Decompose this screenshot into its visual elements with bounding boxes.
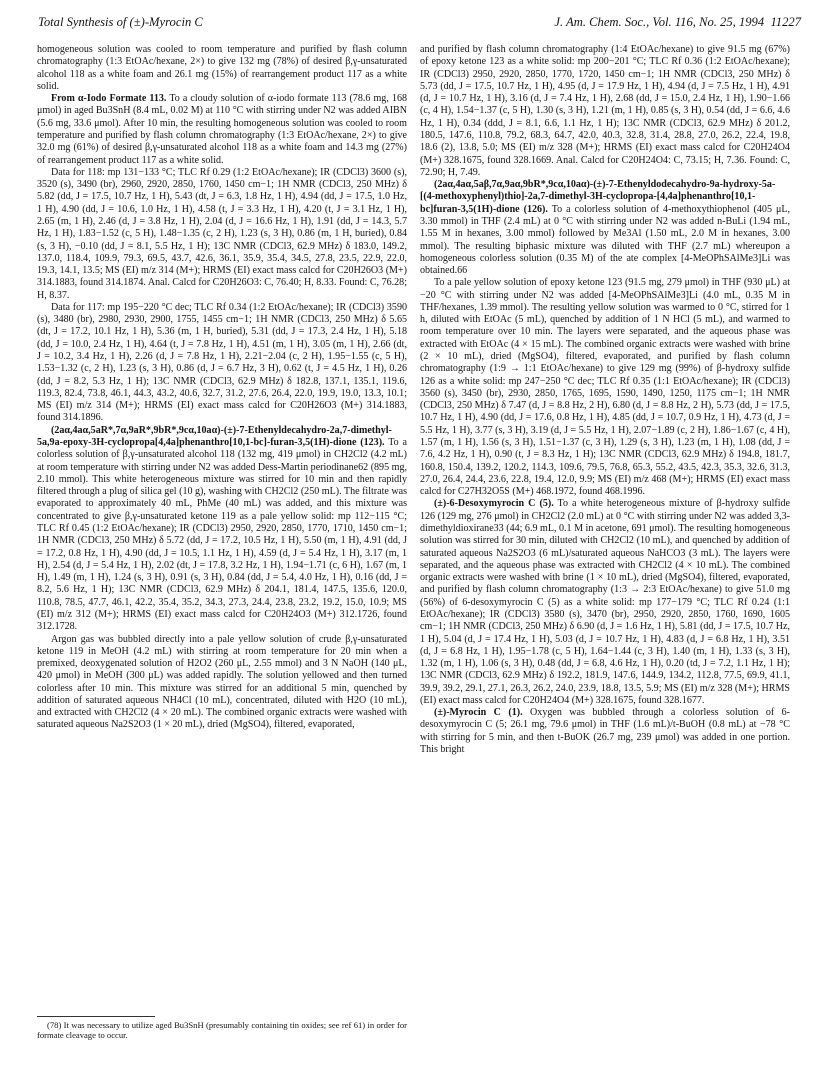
paragraph-body: To a cloudy solution of α-iodo formate 113 (78.6 mg, 168 μmol) in aged Bu3SnH (8.4 mL, 0.02 M) at 110 °C with stirring under N2 was added AIBN (5.6 mg, 33.6 μmol). After 10 min, the resulting homogeneous solution was cooled to room temperature and purified by flash column chromatography (1:3 EtOAc/hexane, 2×) to give 32.0 mg (61%) of desired β,γ-unsaturated alcohol 118 as a white foam and 14.3 mg (27%) of rearrangement product 117 as a white solid. <box>37 93 407 166</box>
paragraph-body: To a white heterogeneous mixture of β-hydroxy sulfide 126 (129 mg, 276 μmol) in CH2Cl2 (2.0 mL) at 0 °C with stirring under N2 was added 3,3-dimethyldioxirane33 (44; 6.9 mL, 0.1 M in acetone, 691 μmol). The resulting homogeneous solution was stirred for 30 min, diluted with CH2Cl2 (10 mL), and quenched by addition of saturated aqueous Na2S2O3 (6 mL)/saturated aqueous NaHCO3 (3 mL). The layers were separated, and the aqueous phase was extracted with CH2Cl2 (4 × 10 mL). The combined organic extracts were washed with brine (1 × 10 mL), dried (MgSO4), filtered, evaporated, and purified by flash column chromatography (1:3 → 2:3 EtOAc/hexane) to give 51.0 mg (56%) of 6-desoxymyrocin C (5) as a white solid: mp 177−179 °C; TLC Rf 0.24 (1:1 EtOAc/hexane); IR (CDCl3) 3580 (s), 3470 (br), 2950, 2920, 2850, 1760, 1690, 1605 cm−1; 1H NMR (CDCl3, 250 MHz) δ 6.90 (d, J = 1.6 Hz, 1 H), 5.81 (dd, J = 17.5, 10.7 Hz, 1 H), 5.04 (d, J = 17.4 Hz, 1 H), 5.03 (d, J = 10.7 Hz, 1 H), 4.83 (d, J = 6.8 Hz, 1 H), 3.51 (d, J = 6.8 Hz, 1 H), 1.95−1.78 (c, 5 H), 1.64−1.44 (c, 3 H), 1.40 (m, 1 H), 1.33 (s, 3 H), 1.32 (m, 1 H), 1.06 (s, 3 H), 0.48 (dd, J = 6.8, 4.6 Hz, 1 H), 0.20 (td, J = 7.2, 1.1 Hz, 1 H); 13C NMR (CDCl3, 62.9 MHz) δ 192.2, 181.9, 147.6, 144.9, 134.2, 112.8, 77.5, 69.9, 41.1, 39.9, 39.2, 29.1, 27.1, 26.3, 26.2, 24.0, 23.9, 18.8, 13.5, 5.9; MS (EI) m/z 328 (M+); HRMS (EI) exact mass calcd for C20H24O4 (M+) 328.1675, found 328.1677. <box>420 498 790 706</box>
paragraph: homogeneous solution was cooled to room temperature and purified by flash column chromatography (1:3 EtOAc/hexane, 2×) to give 132 mg (78%) of desired β,γ-unsaturated alcohol 118 as a white foam and 26.1 mg (15%) of rearrangement product 117 as a white solid. <box>37 44 407 92</box>
section-heading: (±)-6-Desoxymyrocin C (5). <box>434 498 554 510</box>
paragraph <box>37 425 407 634</box>
footnote-text: (78) It was necessary to utilize aged Bu3SnH (presumably containing tin oxides; see ref 61) in order for formate cleavage to occur. <box>37 1020 407 1041</box>
paragraph: To a pale yellow solution of epoxy ketone 123 (91.5 mg, 279 μmol) in THF (930 μL) at −20 °C with stirring under N2 was added [4-MeOPhSAlMe3]Li (4.0 mL, 0.35 M in THF/hexanes, 1.39 mmol). The resulting yellow solution was warmed to 0 °C, stirred for 1 h, diluted with EtOAc (5 mL), quenched by addition of 1 N HCl (5 mL), and warmed to room temperature over 10 min. The layers were separated, and the aqueous phase was extracted with EtOAc (4 × 15 mL). The combined organic extracts were washed with brine (2 × 10 mL), dried (MgSO4), filtered, evaporated, and purified by flash column chromatography (1:9 → 1:1 EtOAc/hexane) to give 129 mg (99%) of β-hydroxy sulfide 126 as a white solid: mp 247−250 °C dec; TLC Rf 0.35 (1:1 EtOAc/hexane); IR (CDCl3) 3560 (s), 3450 (br), 2930, 2850, 1765, 1695, 1590, 1490, 1250, 1175 cm−1; 1H NMR (CDCl3, 250 MHz) δ 7.47 (d, J = 8.8 Hz, 2 H), 6.80 (d, J = 8.8 Hz, 2 H), 5.73 (dd, J = 17.5, 10.7 Hz, 1 H), 4.90 (dd, J = 17.6, 0.8 Hz, 1 H), 4.85 (dd, J = 10.7, 0.9 Hz, 1 H), 4.73 (d, J = 5.5 Hz, 1 H), 3.77 (s, 3 H), 3.19 (d, J = 5.5 Hz, 1 H), 2.07−1.89 (c, 2 H), 1.86−1.67 (c, 4 H), 1.57 (m, 1 H), 1.56 (s, 3 H), 1.51−1.37 (c, 3 H), 1.29 (s, 3 H), 1.23 (m, 1 H), 1.08 (dd, J = 7.6, 4.2 Hz, 1 H), 0.90 (t, J = 8.3 Hz, 1 H); 13C NMR (CDCl3, 62.9 MHz) δ 194.8, 181.7, 160.8, 150.4, 139.2, 120.2, 114.3, 109.6, 79.5, 76.8, 65.3, 55.2, 43.5, 42.3, 35.3, 32.6, 31.3, 27.0, 26.4, 24.4, 23.6, 22.8, 19.4, 12.0, 9.9; MS (EI) m/z 468 (M+); HRMS (EI) exact mass calcd for C27H32O5S (M+) 468.1972, found 468.1996. <box>420 277 790 498</box>
paragraph <box>420 179 790 277</box>
compound-heading: (2aα,4aα,5aR*,7α,9aR*,9bR*,9cα,10aα)-(±)-7-Ethenyldecahydro-2a,7-dimethyl-5a,9a-epoxy-3H-cyclopropa[4,4a]phenanthro[10,1-bc]-furan-3,5(1H)-dione (123). <box>37 424 392 448</box>
paragraph: and purified by flash column chromatography (1:4 EtOAc/hexane) to give 91.5 mg (67%) of epoxy ketone 123 as a white solid: mp 200−201 °C; TLC Rf 0.36 (1:2 EtOAc/hexane); IR (CDCl3) 2950, 2920, 2850, 1770, 1720, 1450 cm−1; 1H NMR (CDCl3, 250 MHz) δ 5.73 (dd, J = 17.5, 10.7 Hz, 1 H), 4.95 (d, J = 17.9 Hz, 1 H), 4.94 (d, J = 7.5 Hz, 1 H), 4.91 (d, J = 10.7 Hz, 1 H), 3.16 (d, J = 7.4 Hz, 1 H), 2.68 (dd, J = 15.0, 2.4 Hz, 1 H), 1.90−1.66 (c, 4 H), 1.54−1.37 (c, 5 H), 1.30 (s, 3 H), 1.21 (m, 1 H), 0.85 (s, 3 H), 0.54 (dd, J = 6.6, 4.6 Hz, 1 H), 0.34 (ddd, J = 8.1, 6.6, 1.1 Hz, 1 H); 13C NMR (CDCl3, 62.9 MHz) δ 201.2, 180.5, 147.6, 110.8, 79.2, 68.3, 64.7, 42.0, 40.3, 32.8, 31.4, 28.8, 27.0, 26.2, 22.4, 19.8, 18.6 (2), 13.8, 5.0; MS (EI) m/z 328 (M+); HRMS (EI) exact mass calcd for C20H24O4 (M+) 328.1675, found 328.1669. Anal. Calcd for C20H24O4: C, 73.15; H, 7.36. Found: C, 72.90; H, 7.49. <box>420 44 790 178</box>
right-column <box>420 44 790 756</box>
section-heading: From α-Iodo Formate 113. <box>51 93 167 105</box>
running-header <box>38 15 801 35</box>
footnote-divider <box>37 1016 155 1017</box>
paragraph: Argon gas was bubbled directly into a pale yellow solution of crude β,γ-unsaturated ketone 119 in MeOH (4.2 mL) with stirring at room temperature for 20 min when a premixed, deoxygenated solution of H2O2 (260 μL, 2.55 mmol) and 3 N NaOH (140 μL, 420 μmol) in MeOH (300 μL) was added rapidly. The solution yellowed and then turned colorless after 10 min. This mixture was stirred for an additional 5 min, quenched by addition of saturated aqueous NH4Cl (10 mL), concentrated, diluted with H2O (10 mL), and extracted with CH2Cl2 (4 × 20 mL). The combined organic extracts were washed with saturated aqueous Na2S2O3 (1 × 20 mL), dried (MgSO4), filtered, evaporated, <box>37 633 407 731</box>
paragraph-body: Oxygen was bubbled through a colorless solution of 6-desoxymyrocin C (5; 26.1 mg, 79.6 μmol) in THF (1.6 mL)/t-BuOH (0.8 mL) at −78 °C with stirring for 5 min, and then t-BuOK (26.7 mg, 239 μmol) was added in one portion. This bright <box>420 707 791 756</box>
footnote <box>37 1020 407 1041</box>
journal-name: J. Am. Chem. Soc., Vol. 116, No. 25, 1994 <box>554 15 765 29</box>
paragraph: Data for 118: mp 131−133 °C; TLC Rf 0.29 (1:2 EtOAc/hexane); IR (CDCl3) 3600 (s), 3520 (s), 3490 (br), 2960, 2920, 2850, 1760, 1450 cm−1; 1H NMR (CDCl3, 250 MHz) δ 5.82 (dd, J = 17.5, 10.7 Hz, 1 H), 5.43 (dt, J = 6.3, 1.8 Hz, 1 H), 4.94 (dd, J = 17.5, 1.0 Hz, 1 H), 4.90 (dd, J = 10.6, 1.0 Hz, 1 H), 4.58 (t, J = 3.3 Hz, 1 H), 4.20 (t, J = 3.1 Hz, 1 H), 2.65 (m, 1 H), 2.46 (d, J = 3.8 Hz, 1 H), 2.04 (d, J = 16.6 Hz, 1 H), 1.91 (dd, J = 14.3, 5.7 Hz, 1 H), 1.83−1.52 (c, 5 H), 1.48−1.35 (c, 2 H), 1.23 (s, 3 H), 0.86 (m, 1 H, buried), 0.84 (s, 3 H), −0.10 (dd, J = 8.1, 5.5 Hz, 1 H); 13C NMR (CDCl3, 62.9 MHz) δ 183.0, 149.2, 137.0, 118.4, 109.9, 79.3, 69.5, 43.7, 42.6, 36.1, 35.9, 35.4, 34.5, 27.8, 23.5, 22.9, 22.0, 19.3, 14.1, 13.5; MS (EI) m/z 314 (M+); HRMS (EI) exact mass calcd for C20H26O3 (M+) 314.1883, found 314.1874. Anal. Calcd for C20H26O3: C, 76.40; H, 8.33. Found: C, 76.28; H, 8.37. <box>37 166 407 301</box>
paragraph <box>37 93 407 167</box>
section-heading: (±)-Myrocin C (1). <box>434 707 523 719</box>
page-number: 11227 <box>770 15 801 29</box>
compound-heading: (2aα,4aα,5aβ,7α,9aα,9bR*,9cα,10aα)-(±)-7-Ethenyldodecahydro-9a-hydroxy-5a-[(4-methoxyphenyl)thio]-2a,7-dimethyl-3H-cyclopropa-[4,4a]phenanthro[10,1-bc]furan-3,5(1H)-dione (126). <box>420 179 776 215</box>
running-title: Total Synthesis of (±)-Myrocin C <box>38 15 203 29</box>
paragraph <box>420 498 790 707</box>
paragraph <box>420 707 790 756</box>
paragraph-body: To a colorless solution of 4-methoxythiophenol (405 μL, 3.30 mmol) in THF (2.4 mL) at 0 °C with stirring under N2 was added n-BuLi (1.94 mL, 1.55 M in hexanes, 3.00 mmol) followed by Me3Al (1.50 mL, 2.0 M in hexanes, 3.00 mmol). The resulting biphasic mixture was diluted with THF (2.7 mL) whereupon a homogeneous colorless solution (0.35 M) of the ate complex [4-MeOPhSAlMe3]Li was obtained.66 <box>420 203 790 277</box>
paragraph-body: To a colorless solution of β,γ-unsaturated alcohol 118 (132 mg, 419 μmol) in CH2Cl2 (4.2 mL) at room temperature with stirring under N2 was added Dess-Martin periodinane62 (895 mg, 2.10 mmol). This white heterogeneous mixture was stirred for 10 min and then rapidly filtered through a plug of silica gel (10 g), washing with CH2Cl2 (250 mL). The filtrate was evaporated to approximately 40 mL, PhMe (40 mL) was added, and this mixture was concentrated to give β,γ-unsaturated ketone 119 as a pale yellow solid: mp 112−115 °C; TLC Rf 0.45 (1:2 EtOAc/hexane); IR (CDCl3) 2950, 2920, 2850, 1770, 1710, 1450 cm−1; 1H NMR (CDCl3, 250 MHz) δ 5.72 (dd, J = 17.2, 10.5 Hz, 1 H), 5.50 (m, 1 H), 4.91 (dd, J = 17.2, 0.8 Hz, 1 H), 4.90 (dd, J = 10.5, 1.1 Hz, 1 H), 4.59 (d, J = 5.4 Hz, 1 H), 3.17 (m, 1 H), 2.54 (d, J = 5.4 Hz, 1 H), 2.02 (dt, J = 17.8, 3.2 Hz, 1 H), 1.94−1.71 (c, 6 H), 1.67 (m, 1 H), 1.49 (m, 1 H), 1.24 (s, 3 H), 0.91 (s, 3 H), 0.84 (dd, J = 5.4, 4.0 Hz, 1 H), 0.16 (dd, J = 8.2, 5.6 Hz, 1 H); 13C NMR (CDCl3, 62.9 MHz) δ 204.1, 181.4, 147.5, 135.6, 120.0, 110.8, 78.5, 47.7, 46.1, 42.2, 35.4, 35.2, 34.3, 27.3, 24.4, 23.8, 23.2, 19.2, 15.0, 10.9; MS (EI) m/z 312 (M+); HRMS (EI) exact mass calcd for C20H24O3 (M+) 312.1726, found 312.1728. <box>37 437 407 633</box>
journal-citation <box>554 15 801 30</box>
paragraph: Data for 117: mp 195−220 °C dec; TLC Rf 0.34 (1:2 EtOAc/hexane); IR (CDCl3) 3590 (s), 3480 (br), 2980, 2930, 2900, 1755, 1455 cm−1; 1H NMR (CDCl3, 250 MHz) δ 5.65 (dt, J = 17.2, 10.1 Hz, 1 H), 5.36 (m, 1 H, buried), 5.31 (dd, J = 17.3, 2.4 Hz, 1 H), 5.18 (dd, J = 10.0, 2.4 Hz, 1 H), 4.64 (t, J = 7.8 Hz, 1 H), 4.51 (m, 1 H), 3.05 (m, 1 H), 2.66 (dt, J = 10.2, 3.4 Hz, 1 H), 2.26 (d, J = 7.8 Hz, 1 H), 2.21−2.04 (c, 2 H), 1.95−1.55 (c, 5 H), 1.53−1.32 (c, 2 H), 1.23 (s, 3 H), 0.86 (d, J = 6.7 Hz, 3 H), 0.62 (t, J = 4.5 Hz, 1 H), 0.26 (dd, J = 8.2, 5.3 Hz, 1 H); 13C NMR (CDCl3, 62.9 MHz) δ 182.8, 137.1, 135.1, 119.6, 119.3, 82.4, 73.8, 46.1, 44.3, 43.2, 40.6, 32.7, 31.2, 27.6, 26.4, 22.0, 19.9, 19.0, 13.3, 10.1; MS (EI) m/z 314 (M+); HRMS (EI) exact mass calcd for C20H26O3 (M+) 314.1883, found 314.1896. <box>37 301 407 424</box>
left-column <box>37 44 407 732</box>
